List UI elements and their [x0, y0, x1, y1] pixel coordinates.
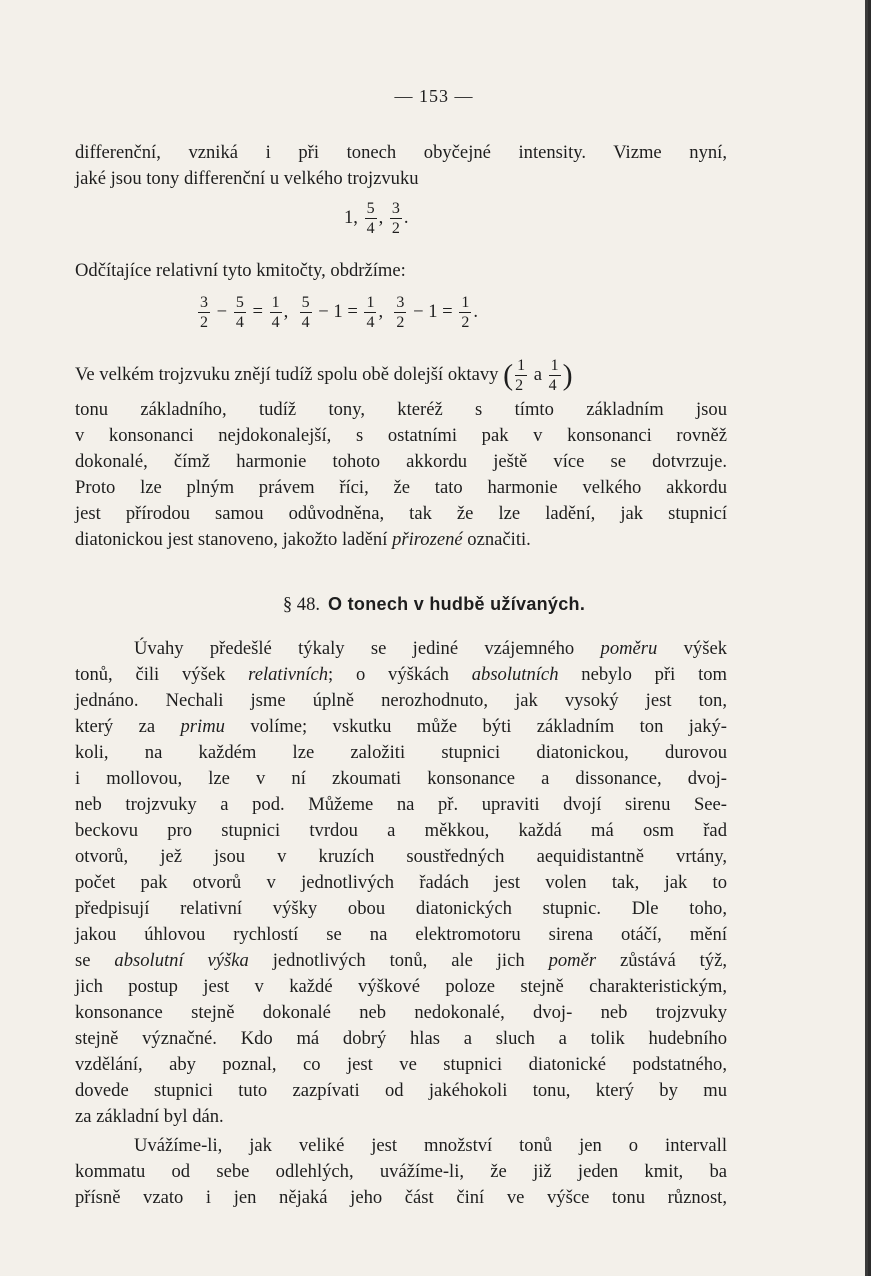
- text-line: koli, na každém lze založiti stupnici diatonickou, durovou: [75, 742, 727, 763]
- text-line: tonu základního, tudíž tony, kteréž s tímto základním jsou: [75, 399, 727, 420]
- text-line: Úvahy předešlé týkaly se jediné vzájemného poměru výšek: [134, 638, 728, 659]
- text-line: Uvážíme-li, jak veliké jest množství tonů jen o intervall: [134, 1135, 727, 1156]
- text-line: jednáno. Nechali jsme úplně nerozhodnuto, jak vysoký jest ton,: [75, 690, 727, 711]
- text-line: beckovu pro stupnici tvrdou a měkkou, každá má osm řad: [75, 820, 727, 841]
- section-heading: [0, 590, 868, 618]
- text-line: stejně význačné. Kdo má dobrý hlas a sluch a tolik hudebního: [75, 1028, 727, 1049]
- page-edge-shadow: [865, 0, 868, 1276]
- text-line: v konsonanci nejdokonalejší, s ostatními pak v konsonanci rovněž: [75, 425, 727, 446]
- text-line: vzdělání, aby poznal, co jest ve stupnici diatonické podstatného,: [75, 1054, 727, 1075]
- formula-differences: $\frac{3}{2}$ − $\frac{5}{4}$ = $\frac{1}{4}$ , $\frac{5}{4}$ − 1 = $\frac{1}{4}$ , $\frac{3}{2}$ − 1 = $\frac{1}{2}$ .: [200, 293, 478, 331]
- text-line: differenční, vzniká i při tonech obyčejné intensity. Vizme nyní,: [75, 142, 727, 163]
- text-line: přísně vzato i jen nějaká jeho část činí ve výšce tonu různost,: [75, 1187, 727, 1208]
- text-line: diatonickou jest stanoveno, jakožto ladění přirozené označiti.: [75, 529, 531, 550]
- text-line: i mollovou, lze v ní zkoumati konsonance a dissonance, dvoj-: [75, 768, 727, 789]
- text-line: neb trojzvuky a pod. Můžeme na př. upraviti dvojí sirenu See-: [75, 794, 727, 815]
- text-line: kommatu od sebe odlehlých, uvážíme-li, že již jeden kmit, ba: [75, 1161, 727, 1182]
- text-line: dovede stupnici tuto zazpívati od jakéhokoli tonu, který by mu: [75, 1080, 727, 1101]
- text-line: Proto lze plným právem říci, že tato harmonie velkého akkordu: [75, 477, 727, 498]
- formula-term: 1,: [344, 207, 358, 228]
- text-line-with-fractions: Ve velkém trojzvuku znějí tudíž spolu obě dolejší oktavy ( $\frac{1}{2}$ a $\frac{1}{4}$ ): [75, 356, 573, 394]
- text-line: který za primu volíme; vskutku může býti základním ton jaký-: [75, 716, 727, 737]
- text-line: se absolutní výška jednotlivých tonů, ale jich poměr zůstává týž,: [75, 950, 728, 971]
- section-number: § 48.: [282, 594, 321, 615]
- text-line: za základní byl dán.: [75, 1106, 224, 1127]
- text-line: otvorů, jež jsou v kruzích soustředných aequidistantně vrtány,: [75, 846, 727, 867]
- text-line: dokonalé, čímž harmonie tohoto akkordu ještě více se dotvrzuje.: [75, 451, 727, 472]
- page-number: — 153 —: [394, 86, 474, 106]
- text-line: konsonance stejně dokonalé neb nedokonalé, dvoj- neb trojzvuky: [75, 1002, 727, 1023]
- fraction: $\frac{5}{4}$: [366, 199, 375, 237]
- formula-frequencies: 1, $\frac{5}{4}$ , $\frac{3}{2}$ .: [344, 199, 409, 237]
- text-line: jakou úhlovou rychlostí se na elektromotoru sirena otáčí, mění: [75, 924, 727, 945]
- text-line: předpisují relativní výšky obou diatonických stupnic. Dle toho,: [75, 898, 727, 919]
- text-line: počet pak otvorů v jednotlivých řadách jest volen tak, jak to: [75, 872, 727, 893]
- section-title: O tonech v hudbě užívaných.: [328, 594, 586, 614]
- text-line: jest přírodou samou odůvodněna, tak že lze ladění, jak stupnicí: [75, 503, 727, 524]
- text-line: tonů, čili výšek relativních; o výškách absolutních nebylo při tom: [75, 664, 727, 685]
- text-line: jaké jsou tony differenční u velkého trojzvuku: [75, 168, 419, 189]
- fraction: $\frac{3}{2}$: [391, 199, 400, 237]
- text-line: Odčítajíce relativní tyto kmitočty, obdržíme:: [75, 260, 406, 281]
- text-line: jich postup jest v každé výškové poloze stejně charakteristickým,: [75, 976, 727, 997]
